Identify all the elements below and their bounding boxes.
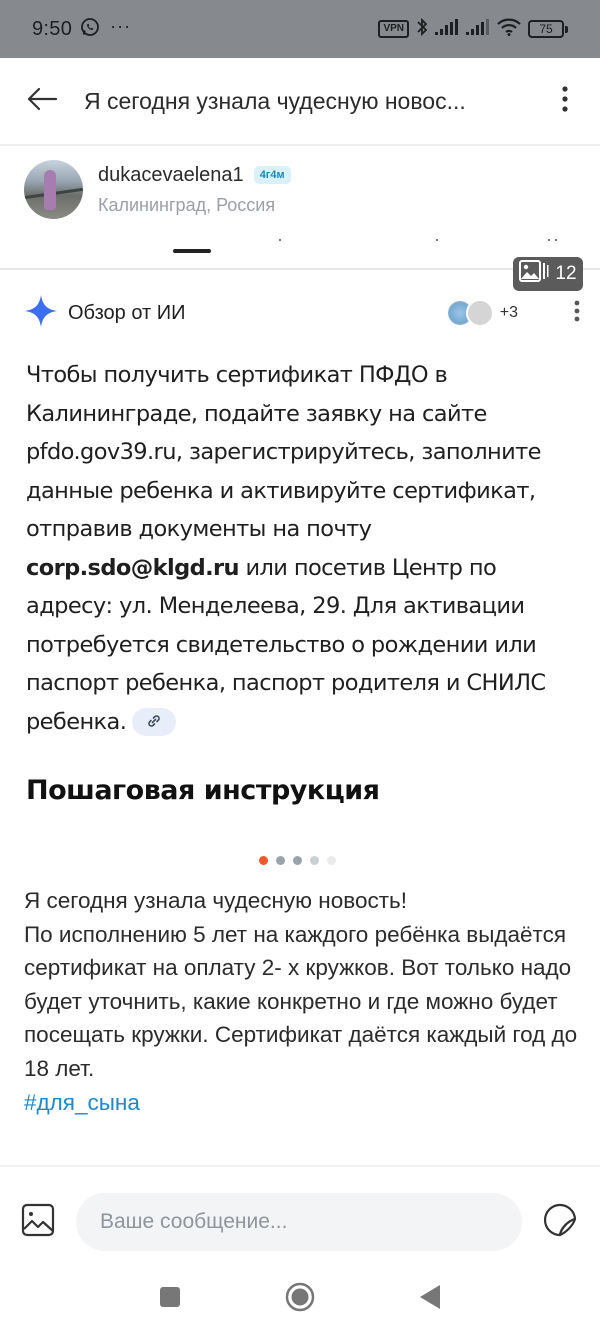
wifi-icon — [497, 18, 521, 41]
author-info — [98, 164, 291, 216]
bluetooth-icon — [416, 17, 428, 42]
system-nav-bar — [0, 1274, 600, 1324]
more-vertical-icon — [562, 86, 568, 117]
ai-section-heading: Пошаговая инструкция — [26, 775, 380, 806]
status-time: 9:50 — [32, 17, 73, 40]
arrow-left-icon — [26, 87, 58, 116]
avatar-decor — [44, 170, 56, 210]
image-count: 12 — [555, 263, 577, 284]
tab-marker — [555, 239, 557, 241]
tab-marker — [279, 239, 281, 241]
whatsapp-icon — [80, 17, 100, 42]
ai-overview-title: Обзор от ИИ — [68, 301, 186, 324]
battery-level: 75 — [528, 20, 564, 38]
signal-2-icon — [466, 19, 490, 40]
post-body — [24, 884, 584, 1119]
battery-icon — [528, 20, 568, 38]
author-username[interactable]: dukacevaelena1 — [98, 163, 244, 186]
pager-dot[interactable] — [293, 856, 302, 865]
tab-marker — [548, 239, 550, 241]
image-icon — [21, 1203, 55, 1242]
back-button[interactable] — [0, 57, 84, 145]
ai-overview-text — [26, 356, 586, 741]
page-title: Я сегодня узнала чудесную новос... — [84, 87, 466, 114]
status-bar — [0, 0, 600, 58]
sticker-icon — [542, 1202, 578, 1243]
image-counter-button[interactable] — [513, 257, 583, 291]
ai-text-part1: Чтобы получить сертификат ПФДО в Калининграде, подайте заявку на сайте pfdo.gov39.ru, зарегистрируйтесь, заполните данные ребенка и активируйте сертификат, отправив документы на почту — [26, 362, 541, 542]
time-ago-badge: 4г4м — [254, 166, 291, 184]
comment-composer — [0, 1190, 600, 1254]
vpn-icon: VPN — [378, 20, 409, 38]
circle-home-icon — [285, 1282, 315, 1317]
carousel-pager — [259, 856, 336, 865]
author-location: Калининград, Россия — [98, 194, 276, 215]
hashtag-link[interactable]: #для_сына — [24, 1089, 140, 1115]
attach-image-button[interactable] — [0, 1190, 76, 1254]
battery-tip — [565, 26, 568, 33]
pager-dot[interactable] — [327, 856, 336, 865]
ai-sources[interactable] — [446, 299, 518, 327]
signal-1-icon — [435, 19, 459, 40]
ai-sparkle-icon — [24, 294, 58, 333]
pager-dot[interactable] — [276, 856, 285, 865]
message-input[interactable] — [76, 1193, 522, 1251]
more-options-button[interactable] — [530, 57, 600, 145]
divider — [0, 1165, 600, 1167]
recents-button[interactable] — [153, 1282, 187, 1316]
pager-dot-active[interactable] — [259, 856, 268, 865]
more-vertical-icon — [574, 300, 580, 327]
active-tab-indicator — [173, 249, 211, 253]
ai-email-link[interactable]: corp.sdo@klgd.ru — [26, 554, 239, 581]
home-button[interactable] — [283, 1282, 317, 1316]
source-avatar-icon — [466, 299, 494, 327]
app-bar — [0, 58, 600, 146]
triangle-back-icon — [419, 1284, 441, 1315]
more-dots-icon: ··· — [110, 15, 132, 36]
author-row — [24, 160, 291, 219]
gallery-icon — [519, 260, 549, 288]
ai-text-part2: или посетив Центр по адресу: ул. Менделеева, 29. Для активации потребуется свидетельство о рождении или паспорт ребенка, паспорт родителя и СНИЛС ребенка. — [26, 554, 546, 735]
avatar[interactable] — [24, 160, 83, 219]
tab-strip — [0, 225, 600, 270]
sources-more-count: +3 — [499, 304, 518, 321]
tab-marker — [436, 239, 438, 241]
system-back-button[interactable] — [413, 1282, 447, 1316]
ai-overview-header — [24, 293, 580, 333]
link-icon — [146, 703, 162, 742]
post-line: По исполнению 5 лет на каждого ребёнка выдаётся сертификат на оплату 2- х кружков. Вот только надо будет уточнить, какие конкретно и где можно будет посещать кружки. Сертификат даётся каждый год до 18 лет. — [24, 921, 578, 1081]
post-line: Я сегодня узнала чудесную новость! — [24, 888, 407, 913]
ai-more-button[interactable] — [540, 300, 580, 327]
sticker-button[interactable] — [522, 1190, 598, 1254]
square-icon — [159, 1286, 181, 1313]
source-link-button[interactable] — [132, 708, 176, 736]
author-name-line — [98, 164, 291, 187]
pager-dot[interactable] — [310, 856, 319, 865]
